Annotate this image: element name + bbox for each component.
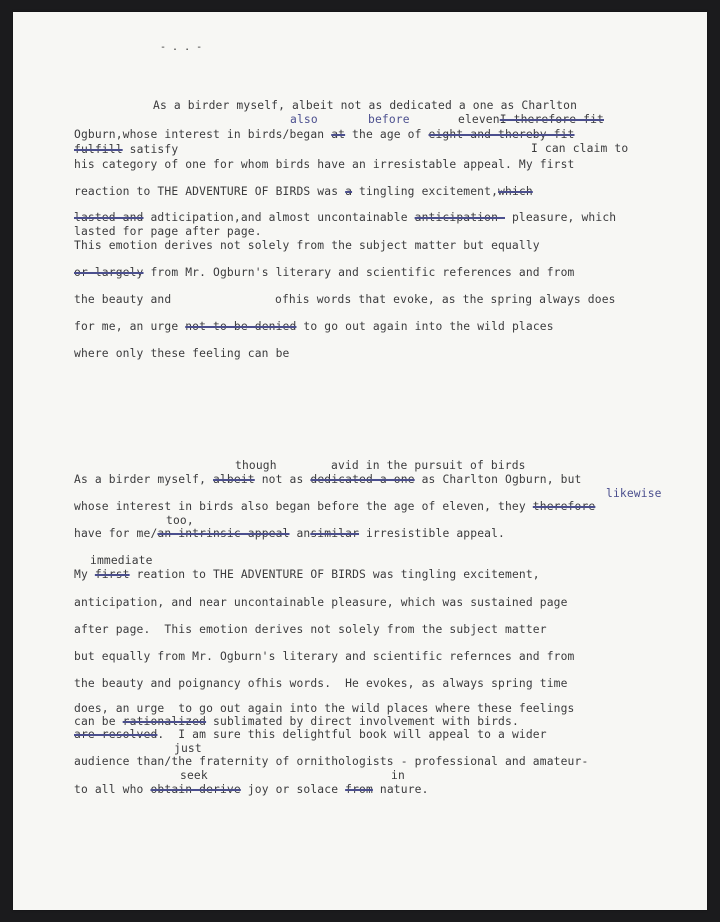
draft1-line — [74, 211, 616, 224]
text-run: adticipation,and almost uncontainable — [143, 211, 415, 224]
text-run: whose interest in birds also began before the age of eleven, they — [74, 500, 533, 513]
insert-in: in — [391, 769, 405, 782]
draft2-line — [74, 715, 519, 728]
draft1-line — [458, 113, 604, 126]
text-run: an — [289, 527, 311, 540]
insert-also: also — [290, 113, 318, 126]
text-run: as Charlton Ogburn, but — [414, 473, 582, 486]
deleted-text: first — [94, 568, 130, 581]
draft1-line: This emotion derives not solely from the subject matter but equally — [74, 239, 540, 252]
deleted-text: fulfill — [74, 143, 123, 156]
draft2-line — [74, 728, 547, 741]
draft1-line — [74, 143, 178, 156]
draft2-line: audience than/the fraternity of ornithologists - professional and amateur- — [74, 755, 589, 768]
draft2-line: the beauty and poignancy ofhis words. He evokes, as always spring time — [74, 677, 568, 690]
deleted-text: albeit — [213, 473, 255, 486]
deleted-text: dedicated a one — [310, 473, 415, 486]
draft1-line: where only these feeling can be — [74, 347, 290, 360]
insert-immediate: immediate — [90, 554, 153, 567]
text-run: from Mr. Ogburn's literary and scientific references and from — [143, 266, 575, 279]
draft2-line — [74, 783, 429, 796]
typed-page — [13, 12, 707, 910]
draft2-line — [74, 500, 595, 513]
deleted-text: therefore — [532, 500, 596, 513]
draft2-line: anticipation, and near uncontainable pleasure, which was sustained page — [74, 596, 568, 609]
deleted-text: at — [331, 128, 346, 141]
draft2-line — [74, 473, 582, 486]
insert-likewise: likewise — [606, 487, 662, 500]
text-run: Ogburn,whose interest in birds/began — [74, 128, 332, 141]
insert-before: before — [368, 113, 410, 126]
text-run: satisfy — [122, 143, 179, 156]
top-mark: - . . - — [160, 42, 203, 53]
insert-avid: avid in the pursuit of birds — [331, 459, 526, 472]
insert-eleven: eleven — [458, 113, 500, 126]
draft1-line: As a birder myself, albeit not as dedicated a one as Charlton — [153, 99, 578, 112]
draft1-line: his category of one for whom birds have an irresistable appeal. My first — [74, 158, 575, 171]
deleted-text: are resolved — [74, 728, 158, 741]
draft2-line: does, an urge to go out again into the wild places where these feelings — [74, 702, 575, 715]
text-run: sublimated by direct involvement with birds. — [206, 715, 519, 728]
deleted-text: rationalized — [122, 715, 207, 728]
text-run: nature. — [372, 783, 429, 796]
text-run: joy or solace — [240, 783, 346, 796]
draft2-line: after page. This emotion derives not solely from the subject matter — [74, 623, 547, 636]
text-run: to all who — [74, 783, 151, 796]
draft1-line — [74, 128, 575, 141]
text-run: can be — [74, 715, 123, 728]
deleted-text: eight and thereby fit — [428, 128, 575, 141]
text-run: As a birder myself, — [74, 473, 214, 486]
draft1-line — [74, 266, 575, 279]
deleted-text: not to be denied — [185, 320, 297, 333]
text-run: have for me/ — [74, 527, 158, 540]
insert-just: just — [174, 742, 202, 755]
draft2-line — [74, 568, 540, 581]
deleted-text: a — [345, 185, 353, 198]
insert-too: too, — [166, 514, 194, 527]
draft1-line — [74, 185, 533, 198]
text-run: for me, an urge — [74, 320, 186, 333]
text-run: to go out again into the wild places — [296, 320, 554, 333]
deleted-text: which — [498, 185, 533, 198]
deleted-text: similar — [310, 527, 360, 540]
deleted-text: I therefore fit — [499, 113, 604, 126]
deleted-text: lasted and — [74, 211, 144, 224]
text-run: the age of — [345, 128, 429, 141]
draft2-line: but equally from Mr. Ogburn's literary and scientific refernces and from — [74, 650, 575, 663]
text-run: . I am sure this delightful book will appeal to a wider — [157, 728, 547, 741]
insert-though: though — [235, 459, 277, 472]
text-run: irresistible appeal. — [359, 527, 506, 540]
deleted-text: from — [345, 783, 373, 796]
insert-claim: I can claim to — [531, 142, 629, 155]
deleted-text: or largely — [74, 266, 144, 279]
insert-seek: seek — [180, 769, 208, 782]
text-run: reaction to THE ADVENTURE OF BIRDS was — [74, 185, 346, 198]
draft2-line — [74, 527, 505, 540]
deleted-text: anticipation — [414, 211, 505, 224]
text-run: reation to THE ADVENTURE OF BIRDS was tingling excitement, — [129, 568, 540, 581]
deleted-text: an intrinsic appeal — [157, 527, 290, 540]
draft1-line — [74, 320, 554, 333]
draft1-line: lasted for page after page. — [74, 225, 262, 238]
deleted-text: obtain derive — [150, 783, 241, 796]
text-run: tingling excitement, — [352, 185, 499, 198]
text-run: pleasure, which — [505, 211, 617, 224]
draft1-line: ofhis words that evoke, as the spring always does — [275, 293, 616, 306]
draft1-line: the beauty and — [74, 293, 172, 306]
text-run: not as — [254, 473, 311, 486]
text-run: My — [74, 568, 95, 581]
